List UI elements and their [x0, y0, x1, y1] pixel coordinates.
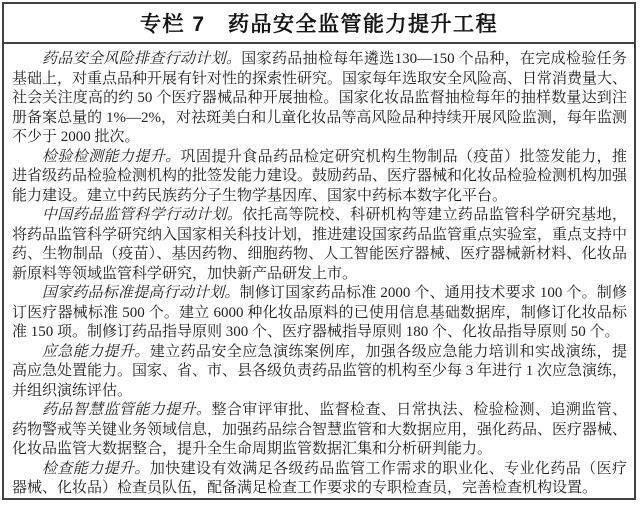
- paragraph-lead: 国家药品标准提高行动计划。: [42, 285, 240, 301]
- paragraph-lead: 检查能力提升。: [42, 460, 150, 477]
- paragraph-text: 整合审评审批、监督检查、日常执法、检验检测、追溯监管、药物警戒等关键业务领域信息，加强药品综合智慧监管和大数据应用，强化药品、医疗器械、化妆品监管大数据整合，提升全生命周期监管数据汇集和分析研判能力。: [12, 402, 628, 457]
- paragraph-7: [12, 460, 627, 499]
- paragraph-text: 建立药品安全应急演练案例库，加强各级应急能力培训和实战演练，提高应急处置能力。国家、省、市、县各级负责药品监管的机构至少每 3 年进行 1 次应急演练，并组织演练评估。: [12, 343, 628, 399]
- paragraph-lead: 中国药品监管科学行动计划。: [42, 207, 243, 223]
- paragraph-5: [12, 343, 627, 402]
- paragraph-4: [12, 284, 627, 343]
- paragraph-lead: 检验检测能力提升。: [42, 148, 181, 165]
- paragraph-lead: 药品安全风险排查行动计划。: [42, 51, 242, 67]
- box-title: 专栏 7 药品安全监管能力提升工程: [4, 4, 634, 44]
- paragraph-text: 国家药品抽检每年遴选130—150 个品种，在完成检验任务基础上，对重点品种开展有针对性的探索性研究。国家每年选取安全风险高、日常消费量大、社会关注度高的约 50 个医疗器械品种开展抽检。国家化妆品监督抽检每年的抽样数量达到注册备案总量的 1%—2%，对祛斑美白和儿童化妆品等高风险品种持续开展风险监测，每年监测不少于 2000 批次。: [12, 51, 628, 145]
- paragraph-3: [12, 206, 627, 284]
- column-7-box: [2, 2, 636, 500]
- box-body: [4, 44, 634, 499]
- paragraph-text: 依托高等院校、科研机构等建立药品监管科学研究基地，将药品监管科学研究纳入国家相关科技计划，推进建设国家药品监管重点实验室，重点支持中药、生物制品（疫苗）、基因药物、细胞药物、人工智能医疗器械、医疗器械新材料、化妆品新原料等领域监管科学研究，加快新产品研发上市。: [12, 207, 628, 282]
- paragraph-6: [12, 401, 627, 460]
- paragraph-1: [12, 50, 627, 148]
- paragraph-lead: 应急能力提升。: [42, 343, 150, 360]
- paragraph-text: 制修订国家药品标准 2000 个、通用技术要求 100 个。制修订医疗器械标准 500 个。建立 6000 种化妆品原料的已使用信息基础数据库，制修订化妆品标准 150 项。制修订药品指导原则 300 个、医疗器械指导原则 180 个、化妆品指导原则 50 个。: [12, 285, 627, 340]
- paragraph-lead: 药品智慧监管能力提升。: [42, 402, 212, 418]
- paragraph-text: 巩固提升食品药品检定研究机构生物制品（疫苗）批签发能力，推进省级药品检验检测机构的批签发能力建设。鼓励药品、医疗器械和化妆品检验检测机构加强能力建设。建立中药民族药分子生物学基因库、国家中药标本数字化平台。: [12, 148, 628, 204]
- paragraph-text: 加快建设有效满足各级药品监管工作需求的职业化、专业化药品（医疗器械、化妆品）检查员队伍，配备满足检查工作要求的专职检查员，完善检查机构设置。: [12, 460, 627, 496]
- paragraph-2: [12, 148, 627, 207]
